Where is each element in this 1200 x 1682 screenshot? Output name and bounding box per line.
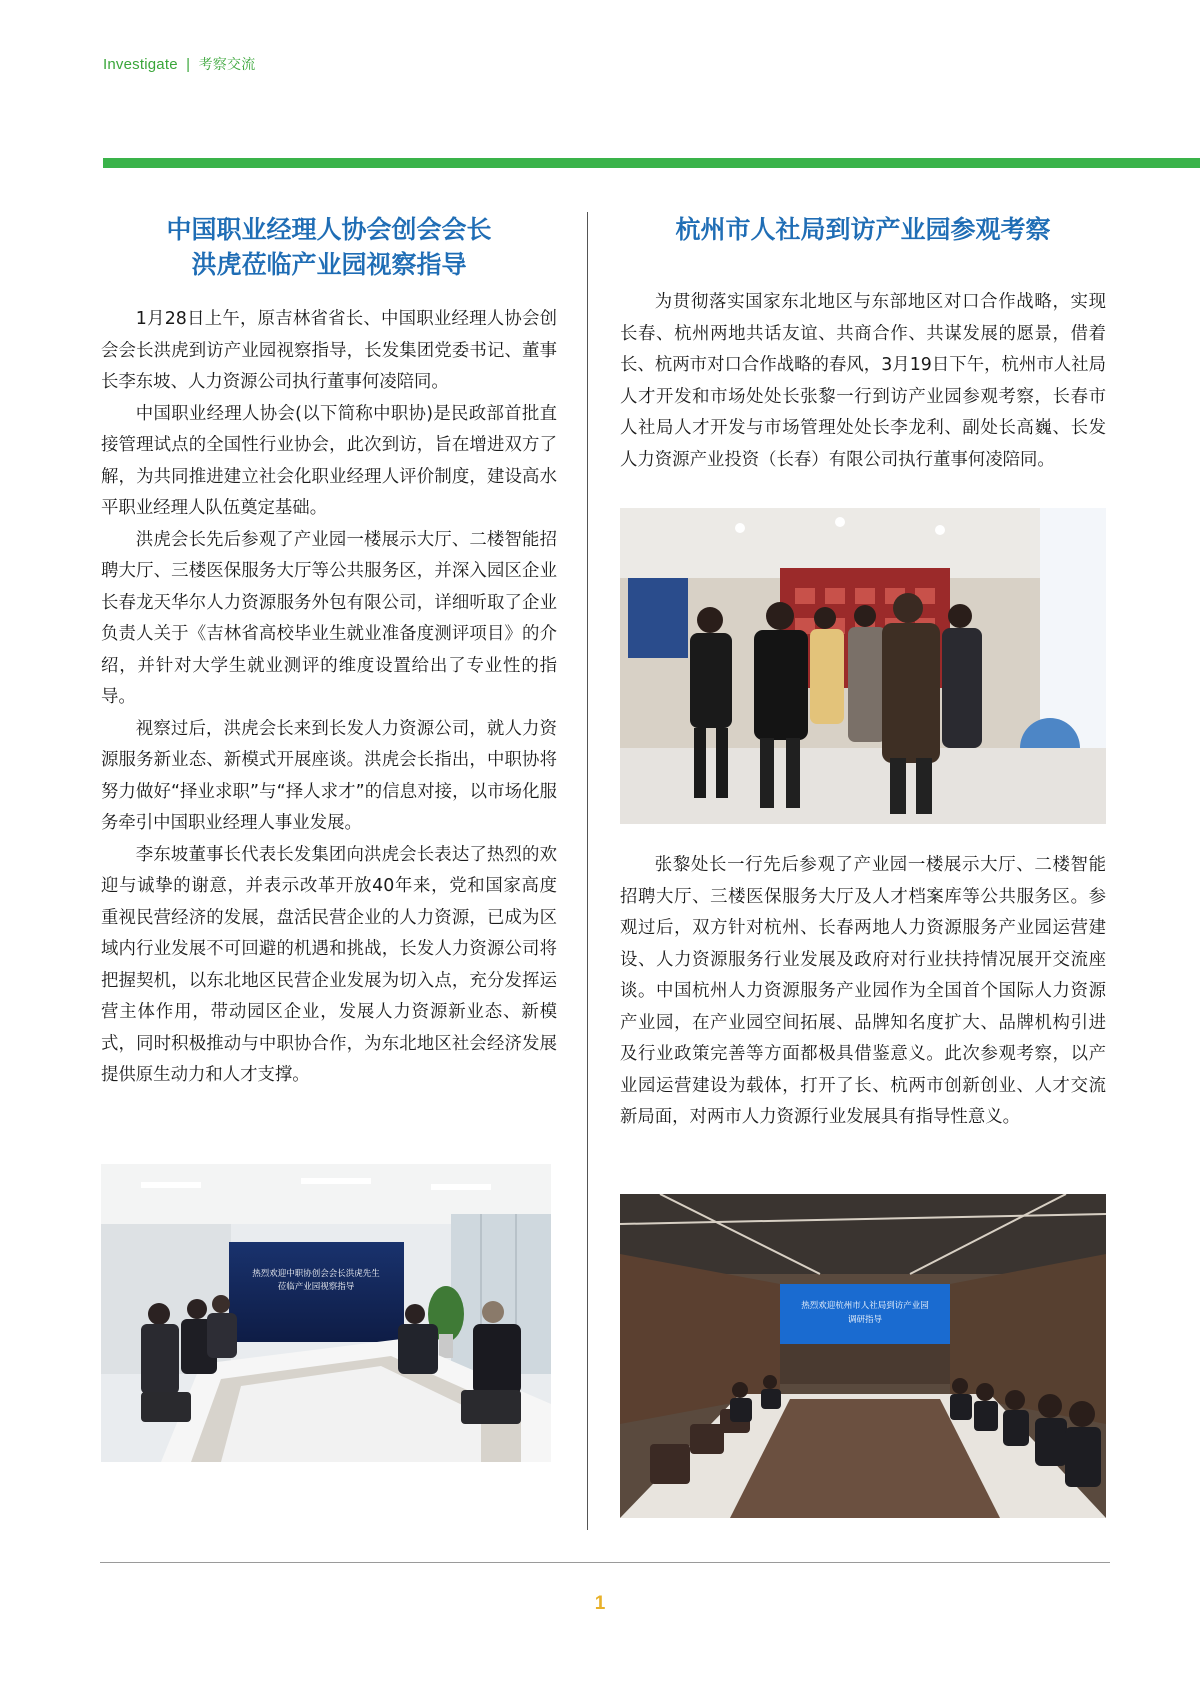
conference-room-photo (620, 1194, 1106, 1518)
screen-text-line2: 调研指导 (847, 1315, 883, 1325)
header-section: 考察交流 (198, 57, 256, 73)
left-paragraph: 李东坡董事长代表长发集团向洪虎会长表达了热烈的欢迎与诚挚的谢意，并表示改革开放40年来，党和国家高度重视民营经济的发展，盘活民营企业的人力资源，已成为区域内行业发展不可回避的机遇和挑战，长发人力资源公司将把握契机，以东北地区民营企业发展为切入点，充分发挥运营主体作用，带动园区企业，发展人力资源新业态、新模式，同时积极推动与中职协合作，为东北地区社会经济发展提供原生动力和人才支撑。 (101, 844, 557, 1085)
visit-hall-photo (620, 508, 1106, 824)
column-divider (587, 212, 588, 1530)
screen-text-line1: 热烈欢迎中职协创会会长洪虎先生 (252, 1269, 380, 1279)
header-separator: | (186, 56, 191, 73)
header-brand: Investigate (103, 56, 178, 73)
right-article-title: 杭州市人社局到访产业园参观考察 (675, 215, 1051, 244)
left-article (101, 212, 557, 1092)
running-header (103, 54, 255, 74)
footer-rule (100, 1562, 1110, 1563)
left-paragraph: 1月28日上午，原吉林省省长、中国职业经理人协会创会会长洪虎到访产业园视察指导，长发集团党委书记、董事长李东坡、人力资源公司执行董事何凌陪同。 (101, 309, 557, 392)
right-paragraph: 张黎处长一行先后参观了产业园一楼展示大厅、二楼智能招聘大厅、三楼医保服务大厅及人才档案库等公共服务区。参观过后，双方针对杭州、长春两地人力资源服务产业园运营建设、人力资源服务行业发展及政府对行业扶持情况展开交流座谈。中国杭州人力资源服务产业园作为全国首个国际人力资源产业园，在产业园空间拓展、品牌知名度扩大、品牌机构引进及行业政策完善等方面都极具借鉴意义。此次参观考察，以产业园运营建设为载体，打开了长、杭两市创新创业、人才交流新局面，对两市人力资源行业发展具有指导性意义。 (620, 855, 1106, 1127)
page-number: 1 (594, 1593, 606, 1614)
right-paragraph: 为贯彻落实国家东北地区与东部地区对口合作战略，实现长春、杭州两地共话友谊、共商合作、共谋发展的愿景，借着长、杭两市对口合作战略的春风，3月19日下午，杭州市人社局人才开发和市场处处长张黎一行到访产业园参观考察，长春市人社局人才开发与市场管理处处长李龙利、副处长高巍、长发人力资源产业投资（长春）有限公司执行董事何凌陪同。 (620, 292, 1106, 470)
left-paragraph: 中国职业经理人协会(以下简称中职协)是民政部首批直接管理试点的全国性行业协会，此次到访，旨在增进双方了解，为共同推进建立社会化职业经理人评价制度，建设高水平职业经理人队伍奠定基础。 (101, 403, 557, 518)
screen-text-line1: 热烈欢迎杭州市人社局到访产业园 (801, 1301, 929, 1311)
header-rule (103, 158, 1200, 168)
left-article-title (101, 212, 557, 282)
left-title-line1: 中国职业经理人协会创会会长 (166, 215, 492, 244)
right-article (620, 212, 1106, 476)
left-title-line2: 洪虎莅临产业园视察指导 (191, 250, 467, 279)
screen-text-line2: 莅临产业园视察指导 (277, 1282, 355, 1292)
left-paragraph: 洪虎会长先后参观了产业园一楼展示大厅、二楼智能招聘大厅、三楼医保服务大厅等公共服务区，并深入园区企业长春龙天华尔人力资源服务外包有限公司，详细听取了企业负责人关于《吉林省高校毕业生就业准备度测评项目》的介绍，并针对大学生就业测评的维度设置给出了专业性的指导。 (101, 529, 557, 707)
right-article-continued (620, 850, 1106, 1134)
left-paragraph: 视察过后，洪虎会长来到长发人力资源公司，就人力资源服务新业态、新模式开展座谈。洪虎会长指出，中职协将努力做好“择业求职”与“择人求才”的信息对接，以市场化服务牵引中国职业经理人事业发展。 (101, 718, 557, 833)
meeting-room-photo (101, 1164, 551, 1462)
